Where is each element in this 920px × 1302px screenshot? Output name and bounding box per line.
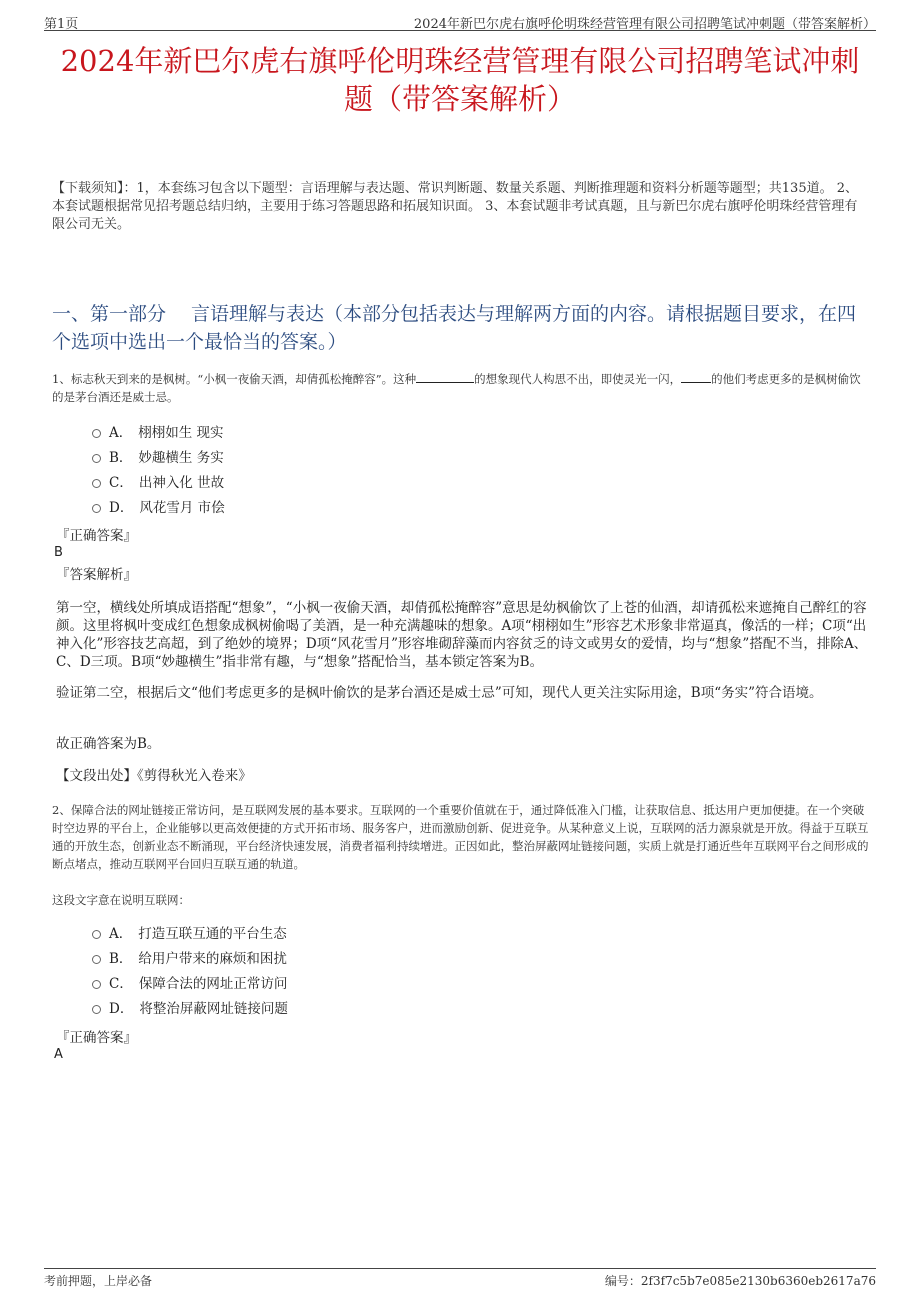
answer-value: A xyxy=(54,1047,63,1062)
document-title xyxy=(44,42,876,118)
page-header xyxy=(44,10,876,31)
analysis-paragraph-1: 第一空，横线处所填成语搭配“想象”，“小枫一夜偷天酒，却倩孤松掩醉容”意思是幼枫偷饮了上苍的仙酒，却请孤松来遮掩自己醉红的容颜。这里将枫叶变成红色想象成枫树偷喝了美酒，是一种充满趣味的想象。A项“栩栩如生”形容艺术形象非常逼真，像活的一样；C项“出神入化”形容技艺高超，到了绝妙的境界；D项“风花雪月”形容堆砌辞藻而内容贫乏的诗文或男女的爱情，均与“想象”搭配不当，排除A、C、D三项。B项“妙趣横生”指非常有趣，与“想象”搭配恰当，基本锁定答案为B。 xyxy=(56,600,868,670)
radio-icon[interactable] xyxy=(92,479,101,488)
footer-slogan: 考前押题，上岸必备 xyxy=(44,1274,153,1288)
question-1-stem-part3: 的他们考虑更多的是枫树偷饮的是茅台酒还是威士忌。 xyxy=(52,372,861,404)
option-d[interactable]: D． 将整治屏蔽网址链接问题 xyxy=(92,997,288,1022)
radio-icon[interactable] xyxy=(92,429,101,438)
option-b[interactable]: B． 妙趣横生 务实 xyxy=(92,446,225,471)
question-2-options xyxy=(92,922,288,1022)
radio-icon[interactable] xyxy=(92,1005,101,1014)
page-number: 第1页 xyxy=(44,17,79,32)
question-2-prompt: 这段文字意在说明互联网： xyxy=(52,893,190,907)
download-notice: 【下载须知】：1，本套练习包含以下题型：言语理解与表达题、常识判断题、数量关系题、判断推理题和资料分析题等题型；共135道。 2、本套试题根据常见招考题总结归纳，主要用于练习答题思路和拓展知识面。 3、本套试题非考试真题，且与新巴尔虎右旗呼伦明珠经营管理有限公司无关。 xyxy=(52,181,858,232)
radio-icon[interactable] xyxy=(92,504,101,513)
title-line-1: 2024年新巴尔虎右旗呼伦明珠经营管理有限公司招聘笔试冲刺 xyxy=(60,44,860,78)
answer-label: 『正确答案』 xyxy=(56,1030,137,1046)
option-c[interactable]: C． 保障合法的网址正常访问 xyxy=(92,972,288,997)
document-id: 编号：2f3f7c5b7e085e2130b6360eb2617a76 xyxy=(604,1274,876,1288)
radio-icon[interactable] xyxy=(92,930,101,939)
radio-icon[interactable] xyxy=(92,955,101,964)
fill-blank-2 xyxy=(681,370,711,383)
analysis-paragraph-3: 故正确答案为B。 xyxy=(56,736,161,752)
question-1-stem xyxy=(52,370,870,406)
title-line-2: 题（带答案解析） xyxy=(343,82,576,116)
page-footer xyxy=(44,1268,876,1289)
question-1-options xyxy=(92,421,225,521)
analysis-label: 『答案解析』 xyxy=(56,567,137,583)
header-doc-title: 2024年新巴尔虎右旗呼伦明珠经营管理有限公司招聘笔试冲刺题（带答案解析） xyxy=(413,17,876,32)
option-c[interactable]: C． 出神入化 世故 xyxy=(92,471,225,496)
radio-icon[interactable] xyxy=(92,980,101,989)
fill-blank-1 xyxy=(416,370,474,383)
answer-label: 『正确答案』 xyxy=(56,528,137,544)
question-1-stem-part2: 的想象现代人构思不出，即使灵光一闪， xyxy=(474,372,682,386)
section-heading: 一、第一部分 言语理解与表达（本部分包括表达与理解两方面的内容。请根据题目要求，在四个选项中选出一个最恰当的答案。） xyxy=(52,303,857,353)
question-2-stem: 2、保障合法的网址链接正常访问，是互联网发展的基本要求。互联网的一个重要价值就在于，通过降低准入门槛，让获取信息、抵达用户更加便捷。在一个突破时空边界的平台上，企业能够以更高效便捷的方式开拓市场、服务客户，进而激励创新、促进竞争。从某种意义上说，互联网的活力源泉就是开放。得益于互联互通的开放生态，创新业态不断涌现，平台经济快速发展，消费者福利持续增进。正因如此，整治屏蔽网址链接问题，实质上就是打通近些年互联网平台之间形成的断点堵点，推动互联网平台回归互联互通的轨道。 xyxy=(52,803,869,871)
option-a[interactable]: A． 打造互联互通的平台生态 xyxy=(92,922,288,947)
question-1-stem-part1: 1、标志秋天到来的是枫树。“小枫一夜偷天酒，却倩孤松掩醉容”。这种 xyxy=(52,372,417,386)
option-d[interactable]: D． 风花雪月 市侩 xyxy=(92,496,225,521)
answer-value: B xyxy=(54,545,63,560)
radio-icon[interactable] xyxy=(92,454,101,463)
text-source: 【文段出处】《剪得秋光入卷来》 xyxy=(56,768,252,784)
option-b[interactable]: B． 给用户带来的麻烦和困扰 xyxy=(92,947,288,972)
option-a[interactable]: A． 栩栩如生 现实 xyxy=(92,421,225,446)
analysis-paragraph-2: 验证第二空，根据后文“他们考虑更多的是枫叶偷饮的是茅台酒还是威士忌”可知，现代人更关注实际用途，B项“务实”符合语境。 xyxy=(56,685,823,701)
